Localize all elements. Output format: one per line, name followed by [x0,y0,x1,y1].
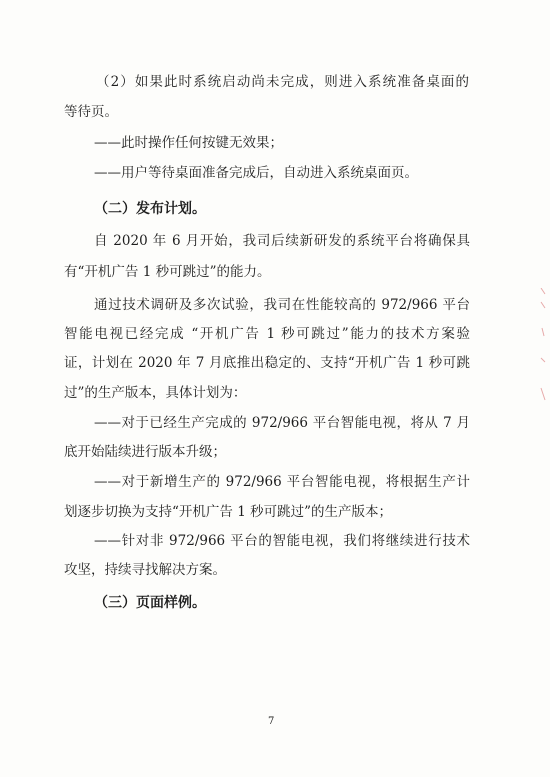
text-line: ——针对非 972/966 平台的智能电视，我们将继续进行技术 [94,533,470,549]
text-line: 通过技术调研及多次试验，我司在性能较高的 972/966 平台 [94,297,470,313]
section-heading: （二）发布计划。 [94,201,206,217]
text-line: 等待页。 [64,104,118,120]
text-line: ——用户等待桌面准备完成后，自动进入系统桌面页。 [94,165,418,181]
text-line: 自 2020 年 6 月开始，我司后续新研发的系统平台将确保具 [94,233,470,249]
section-heading: （三）页面样例。 [94,595,206,611]
seal-edge-mark [539,288,547,408]
page-number: 7 [268,716,275,727]
text-line: 证，计划在 2020 年 7 月底推出稳定的、支持“开机广告 1 秒可跳 [64,355,470,371]
text-line: （2）如果此时系统启动尚未完成，则进入系统准备桌面的 [96,74,469,90]
text-line: 划逐步切换为支持“开机广告 1 秒可跳过”的生产版本； [64,504,392,520]
text-line: 智能电视已经完成 “开机广告 1 秒可跳过”能力的技术方案验 [64,326,470,342]
text-line: 有“开机广告 1 秒可跳过”的能力。 [64,264,271,280]
text-line: ——此时操作任何按键无效果； [94,135,283,151]
text-line: ——对于新增生产的 972/966 平台智能电视，将根据生产计 [94,474,470,490]
text-line: 过”的生产版本，具体计划为： [64,385,247,401]
text-line: 攻坚，持续寻找解决方案。 [64,562,226,578]
text-line: 底开始陆续进行版本升级； [64,444,226,460]
text-line: ——对于已经生产完成的 972/966 平台智能电视，将从 7 月 [94,415,470,431]
